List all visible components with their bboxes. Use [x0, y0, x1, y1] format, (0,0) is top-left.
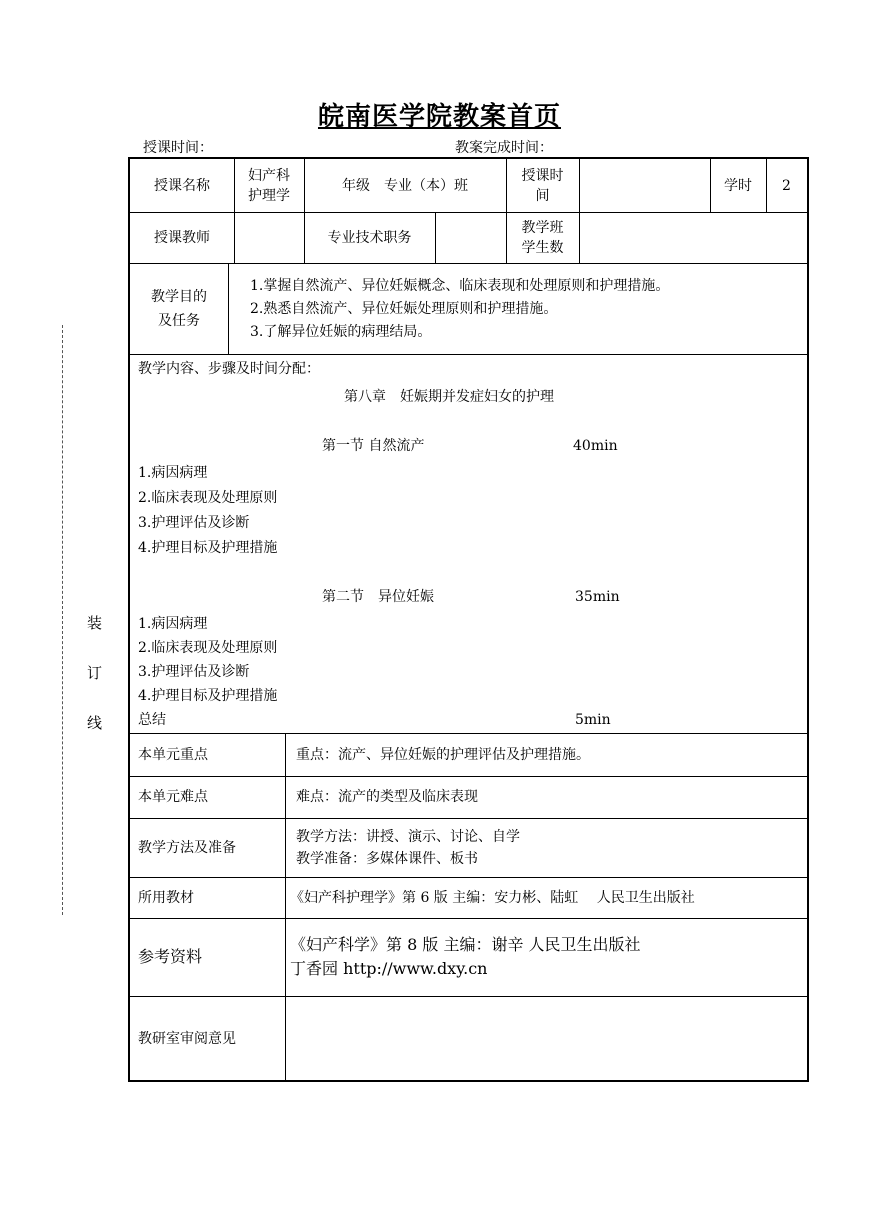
list-item: 1.病因病理	[138, 616, 208, 632]
section-2-items	[138, 612, 277, 708]
methods-value	[296, 826, 520, 870]
row-divider	[130, 354, 807, 355]
difficulties-value: 难点：流产的类型及临床表现	[296, 789, 478, 805]
key-points-label: 本单元重点	[138, 746, 208, 763]
teaching-preparation: 教学准备：多媒体课件、板书	[296, 851, 478, 867]
objectives-label-line2: 及任务	[158, 312, 200, 329]
summary-label: 总结	[138, 712, 166, 728]
section-2-time: 35min	[575, 589, 620, 605]
lecture-time-label-line1: 授课时	[521, 167, 564, 184]
methods-label: 教学方法及准备	[138, 839, 236, 856]
list-item: 2.临床表现及处理原则	[138, 640, 278, 656]
references-label: 参考资料	[138, 947, 203, 966]
list-item: 4.护理目标及护理措施	[138, 688, 278, 704]
col-divider	[228, 263, 229, 354]
hours-label: 学时	[724, 177, 752, 194]
binding-dashed-line	[62, 325, 63, 915]
section-1-items	[138, 461, 277, 561]
professional-title-label: 专业技术职务	[327, 229, 412, 246]
teacher-value	[234, 212, 304, 263]
references-value	[290, 933, 641, 981]
textbook-label: 所用教材	[138, 889, 194, 906]
section-1-title: 第一节 自然流产	[322, 438, 425, 454]
objective-item: 1.掌握自然流产、异位妊娠概念、临床表现和处理原则和护理措施。	[250, 278, 670, 294]
list-item: 3.护理评估及诊断	[138, 515, 250, 531]
teaching-method: 教学方法：讲授、演示、讨论、自学	[296, 829, 520, 845]
lecture-time-label-line2: 间	[535, 187, 550, 204]
course-name-value	[234, 159, 304, 212]
course-name-line2: 护理学	[248, 187, 290, 204]
objective-item: 2.熟悉自然流产、异位妊娠处理原则和护理措施。	[250, 301, 558, 317]
class-count-label-line1: 教学班	[521, 219, 564, 236]
list-item: 3.护理评估及诊断	[138, 664, 250, 680]
class-count-label-line2: 学生数	[521, 239, 564, 256]
lecture-time-value	[579, 159, 710, 212]
section-1-time: 40min	[573, 438, 618, 454]
objectives-label	[130, 263, 228, 354]
review-label: 教研室审阅意见	[138, 1031, 236, 1047]
difficulties-label: 本单元难点	[138, 789, 208, 805]
lecture-time-label: 授课时间：	[143, 140, 213, 156]
content-heading: 教学内容、步骤及时间分配：	[138, 361, 320, 377]
list-item: 2.临床表现及处理原则	[138, 490, 278, 506]
completion-time-label: 教案完成时间：	[455, 140, 553, 156]
course-name-label: 授课名称	[154, 177, 210, 194]
review-value[interactable]	[296, 996, 796, 1082]
reference-line-2: 丁香园 http://www.dxy.cn	[290, 959, 488, 978]
summary-time: 5min	[575, 712, 611, 728]
class-count-value	[579, 212, 807, 263]
reference-line-1: 《妇产科学》第 8 版 主编：谢辛 人民卫生出版社	[290, 935, 641, 954]
key-points-value: 重点：流产、异位妊娠的护理评估及护理措施。	[296, 746, 590, 763]
list-item: 4.护理目标及护理措施	[138, 540, 278, 556]
page-title: 皖南医学院教案首页	[317, 102, 561, 132]
lesson-plan-table	[128, 157, 809, 1082]
hours-value: 2	[782, 177, 791, 194]
section-2-title: 第二节 异位妊娠	[322, 589, 434, 605]
class-count-label	[506, 212, 579, 263]
lecture-time-cell-label	[506, 159, 579, 212]
row-divider	[130, 263, 807, 264]
objective-item: 3.了解异位妊娠的病理结局。	[250, 324, 432, 340]
binding-char-1: 装	[87, 614, 103, 632]
course-name-line1: 妇产科	[248, 167, 290, 184]
objectives-list	[250, 275, 669, 344]
list-item: 1.病因病理	[138, 465, 208, 481]
professional-title-value	[435, 212, 506, 263]
objectives-label-line1: 教学目的	[151, 288, 207, 305]
binding-char-3: 线	[87, 714, 103, 732]
textbook-value: 《妇产科护理学》第 6 版 主编：安力彬、陆虹 人民卫生出版社	[290, 889, 695, 906]
chapter-title: 第八章 妊娠期并发症妇女的护理	[344, 389, 554, 405]
col-divider	[285, 733, 286, 1082]
binding-char-2: 订	[87, 664, 103, 682]
grade-major-class: 年级 专业（本）班	[342, 177, 468, 194]
teacher-label: 授课教师	[154, 229, 210, 246]
